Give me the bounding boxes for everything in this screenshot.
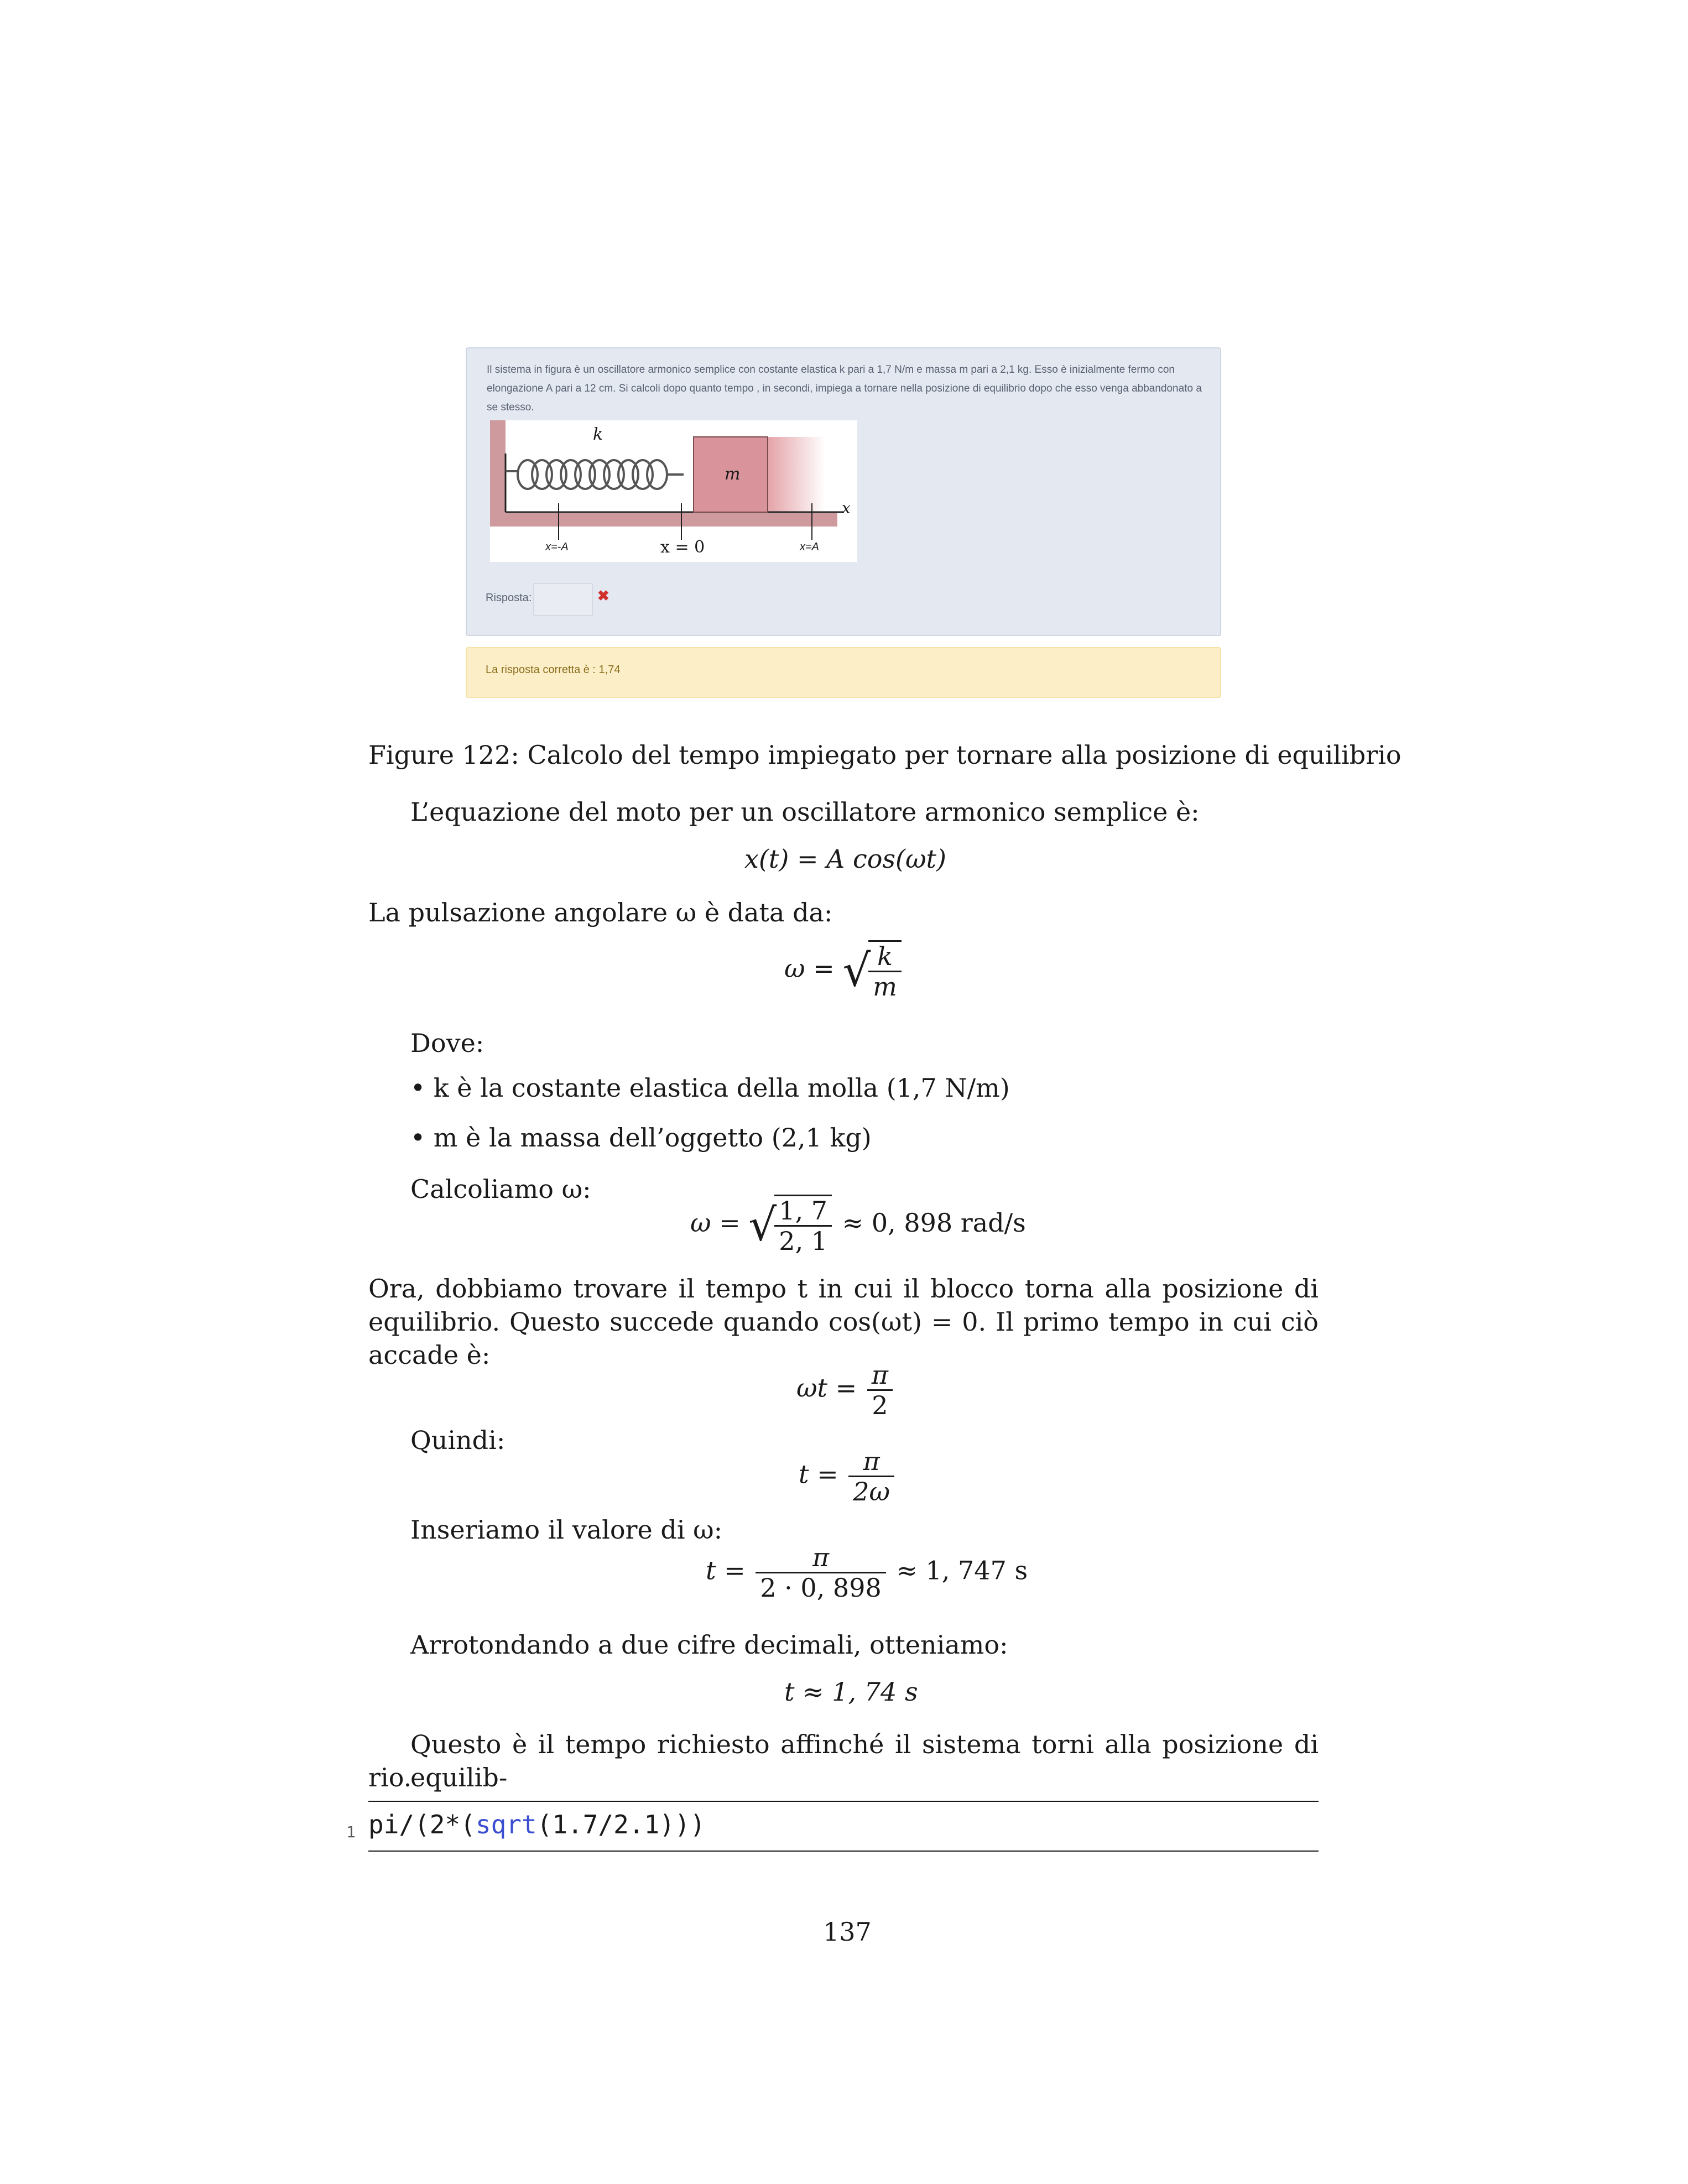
eq2-lhs: ω =	[784, 953, 835, 983]
eq3-rhs: ≈ 0, 898 rad/s	[842, 1208, 1026, 1238]
quiz-panel	[466, 347, 1221, 636]
quiz-question: Il sistema in figura è un oscillatore armonico semplice con costante elastica k pari a 1,7 N/m e massa m pari a 2,1 kg. Esso è inizialmente fermo con elongazione A pari a 12 cm. Si calcoli dopo quanto tempo , in secondi, impiega a tornare nella posizione di equilibrio dopo che esso venga abbandonato a se stesso.	[487, 364, 1202, 413]
calc-label: Calcoliamo ω:	[410, 1174, 591, 1204]
eq6-num: π	[812, 1542, 830, 1572]
code-bottom-rule	[368, 1851, 1319, 1852]
wall	[490, 420, 506, 527]
paragraph-equilibrium-3: accade è:	[368, 1340, 491, 1370]
code-pre: pi/(2*(	[368, 1810, 476, 1839]
eq5-num: π	[863, 1446, 880, 1476]
paragraph-equilibrium-1: Ora, dobbiamo trovare il tempo t in cui il blocco torna alla posizione di	[368, 1274, 1319, 1304]
page-number: 137	[823, 1917, 872, 1947]
bullet-icon: •	[410, 1073, 426, 1103]
eq6-rhs: ≈ 1, 747 s	[896, 1555, 1028, 1586]
bullet-k: k è la costante elastica della molla (1,7 N/m)	[433, 1073, 1010, 1103]
close-icon: ✖	[597, 587, 609, 604]
final-line-2: rio.	[368, 1763, 412, 1792]
round-label: Arrotondando a due cifre decimali, otteniamo:	[410, 1630, 1008, 1660]
quindi-label: Quindi:	[410, 1425, 506, 1455]
code-fn: sqrt	[475, 1810, 537, 1839]
bullet-m: m è la massa dell’oggetto (2,1 kg)	[433, 1123, 872, 1153]
answer-input[interactable]	[533, 583, 593, 616]
equation-t	[799, 1447, 897, 1506]
equation-omega-value	[690, 1195, 1026, 1255]
eq3-lhs: ω =	[690, 1208, 741, 1238]
bullet-icon: •	[410, 1123, 426, 1153]
feedback-text: La risposta corretta è : 1,74	[486, 664, 621, 676]
equation-omega	[784, 940, 904, 1001]
paragraph-omega: La pulsazione angolare ω è data da:	[368, 898, 833, 927]
equation-motion: x(t) = A cos(ωt)	[744, 844, 946, 874]
eq4-den: 2	[867, 1389, 893, 1420]
mass-label: m	[725, 465, 741, 484]
eq3-den: 2, 1	[774, 1225, 832, 1255]
tick-left-label: x=-A	[545, 541, 569, 553]
eq4-num: π	[871, 1360, 889, 1390]
axis-label: x	[842, 499, 851, 517]
code-line-number: 1	[346, 1823, 356, 1841]
answer-label: Risposta:	[486, 592, 532, 604]
spring-mass-figure	[490, 420, 857, 562]
eq4-lhs: ωt =	[796, 1373, 857, 1403]
paragraph-intro: L’equazione del moto per un oscillatore armonico semplice è:	[410, 797, 1200, 827]
tick-center-label: x = 0	[660, 538, 705, 557]
eq6-lhs: t =	[706, 1555, 746, 1586]
tick-right-label: x=A	[800, 541, 820, 553]
code-post: (1.7/2.1)))	[536, 1810, 706, 1839]
sqrt-sign: √	[748, 1199, 777, 1251]
eq2-den: m	[868, 971, 902, 1001]
eq2-num: k	[877, 941, 893, 971]
code-top-rule	[368, 1801, 1319, 1802]
feedback-panel	[466, 647, 1221, 698]
bullet-list-item	[410, 1073, 1010, 1103]
eq3-num: 1, 7	[779, 1196, 828, 1226]
code-line	[368, 1810, 705, 1839]
figure-caption: Figure 122: Calcolo del tempo impiegato per tornare alla posizione di equilibrio	[368, 740, 1402, 770]
sqrt-sign: √	[842, 945, 871, 997]
eq5-lhs: t =	[799, 1459, 838, 1489]
equation-t-value	[706, 1543, 1028, 1602]
paragraph-equilibrium-2: equilibrio. Questo succede quando cos(ωt) = 0. Il primo tempo in cui ciò	[368, 1307, 1319, 1337]
eq5-den: 2ω	[848, 1476, 894, 1506]
floor	[490, 513, 837, 527]
insert-label: Inseriamo il valore di ω:	[410, 1515, 723, 1545]
bullet-list-item	[410, 1123, 872, 1153]
final-line-1: Questo è il tempo richiesto affinché il sistema torni alla posizione di equilib-	[410, 1729, 1319, 1792]
equation-result: t ≈ 1, 74 s	[784, 1677, 918, 1707]
equation-omega-t	[796, 1361, 895, 1420]
eq6-den: 2 · 0, 898	[756, 1572, 885, 1602]
mass-shadow	[768, 437, 825, 512]
spring-label: k	[593, 425, 603, 444]
dove-label: Dove:	[410, 1028, 484, 1058]
